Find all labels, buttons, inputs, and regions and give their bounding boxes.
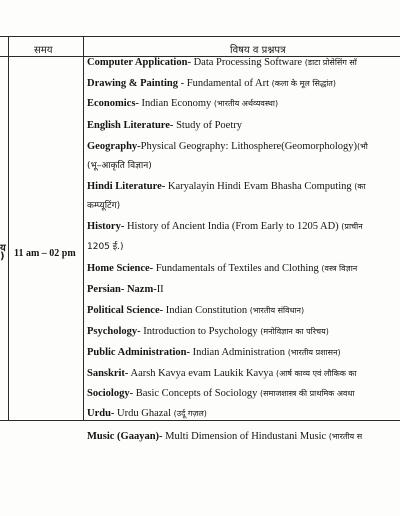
hindi-title: (भौ xyxy=(357,142,368,151)
subject-name: Sanskrit- xyxy=(87,368,129,379)
paper-title: Physical Geography: Lithosphere(Geomorphology) xyxy=(140,141,358,152)
subject-row xyxy=(87,77,400,90)
hindi-title: (भारतीय अर्थव्यवस्था) xyxy=(213,99,279,108)
hindi-title: (का xyxy=(354,182,366,191)
paper-title: Karyalayin Hindi Evam Bhasha Computing xyxy=(165,181,355,192)
hindi-title: (प्राचीन xyxy=(341,222,363,231)
hindi-title: (वस्त्र विज्ञान xyxy=(321,264,358,273)
paper-title: Multi Dimension of Hindustani Music xyxy=(162,431,329,442)
paper-title: Indian Constitution xyxy=(163,305,250,316)
subject-name: Music (Gaayan)- xyxy=(87,431,163,442)
paper-title: Indian Economy xyxy=(138,98,214,109)
paper-title: Fundamentals of Textiles and Clothing xyxy=(153,263,322,274)
subject-row xyxy=(87,180,400,193)
subject-row xyxy=(87,387,400,400)
subject-row xyxy=(87,97,400,110)
paper-title: Aarsh Kavya evam Laukik Kavya xyxy=(128,368,276,379)
subject-name: Drawing & Painting xyxy=(87,78,179,89)
hindi-title: (आर्ष काव्य एवं लौकिक का xyxy=(275,369,357,378)
paper-title: Introduction to Psychology xyxy=(140,326,261,337)
paper-title: - Fundamental of Art xyxy=(178,78,272,89)
subject-row xyxy=(87,140,400,153)
hindi-title: (मनोविज्ञान का परिचय) xyxy=(260,327,329,336)
hindi-title: (डाटा प्रोसेसिंग सॉ xyxy=(304,58,357,67)
subject-name: Sociology- xyxy=(87,388,134,399)
subject-name: English Literature- xyxy=(87,120,174,131)
subject-row xyxy=(87,407,400,420)
subject-column-header: विषय व प्रश्नपत्र xyxy=(230,45,286,56)
hindi-title: (समाजशास्त्र की प्राथमिक अवधा xyxy=(259,389,355,398)
subject-name: History- xyxy=(87,221,125,232)
subject-row xyxy=(87,325,400,338)
left-column-divider xyxy=(8,36,9,421)
hindi-title: (कला के मूल सिद्धांत) xyxy=(271,79,336,88)
hindi-title: (भारतीय प्रशासन) xyxy=(287,348,341,357)
time-column-divider xyxy=(83,36,84,421)
paper-title: Indian Administration xyxy=(189,347,288,358)
paper-title: History of Ancient India (From Early to 1205 AD) xyxy=(124,221,342,232)
subject-name: Political Science- xyxy=(87,305,164,316)
subject-row xyxy=(87,56,400,69)
hindi-title-continuation: 1205 ई.) xyxy=(87,242,124,252)
paper-title: Data Processing Software xyxy=(190,57,305,68)
hindi-title-continuation: कम्प्यूटिंग) xyxy=(87,201,121,211)
subject-row xyxy=(87,283,400,296)
subject-name: Hindi Literature- xyxy=(87,181,166,192)
subject-name: Psychology- xyxy=(87,326,141,337)
table-top-border xyxy=(0,36,400,37)
subject-row xyxy=(87,304,400,317)
hindi-title: (उर्दू गज़ल) xyxy=(173,409,207,418)
paper-title: Study of Poetry xyxy=(173,120,242,131)
subject-name: Home Science- xyxy=(87,263,154,274)
time-column-header: समय xyxy=(34,45,53,56)
subject-name: Economics- xyxy=(87,98,139,109)
paper-title: II xyxy=(156,284,164,295)
subject-name: Urdu- xyxy=(87,408,115,419)
left-edge-text-top: य xyxy=(0,243,6,254)
subject-row xyxy=(87,220,400,233)
subject-name: Computer Application- xyxy=(87,57,191,68)
subject-name: Geography- xyxy=(87,141,141,152)
subject-name: Public Administration- xyxy=(87,347,190,358)
hindi-title-continuation: (भू–आकृति विज्ञान) xyxy=(87,161,152,171)
subject-name: Persian- Nazm- xyxy=(87,284,157,295)
paper-title: Basic Concepts of Sociology xyxy=(133,388,260,399)
table-bottom-border xyxy=(0,420,400,421)
exam-time-slot: 11 am – 02 pm xyxy=(14,248,76,259)
subject-row xyxy=(87,346,400,359)
hindi-title: (भारतीय स xyxy=(328,432,363,441)
paper-title: Urdu Ghazal xyxy=(114,408,174,419)
hindi-title: (भारतीय संविधान) xyxy=(249,306,305,315)
subject-row xyxy=(87,430,400,443)
left-edge-text-bottom: ) xyxy=(0,251,5,262)
subject-row xyxy=(87,262,400,275)
subject-row xyxy=(87,367,400,380)
subject-row xyxy=(87,119,400,132)
